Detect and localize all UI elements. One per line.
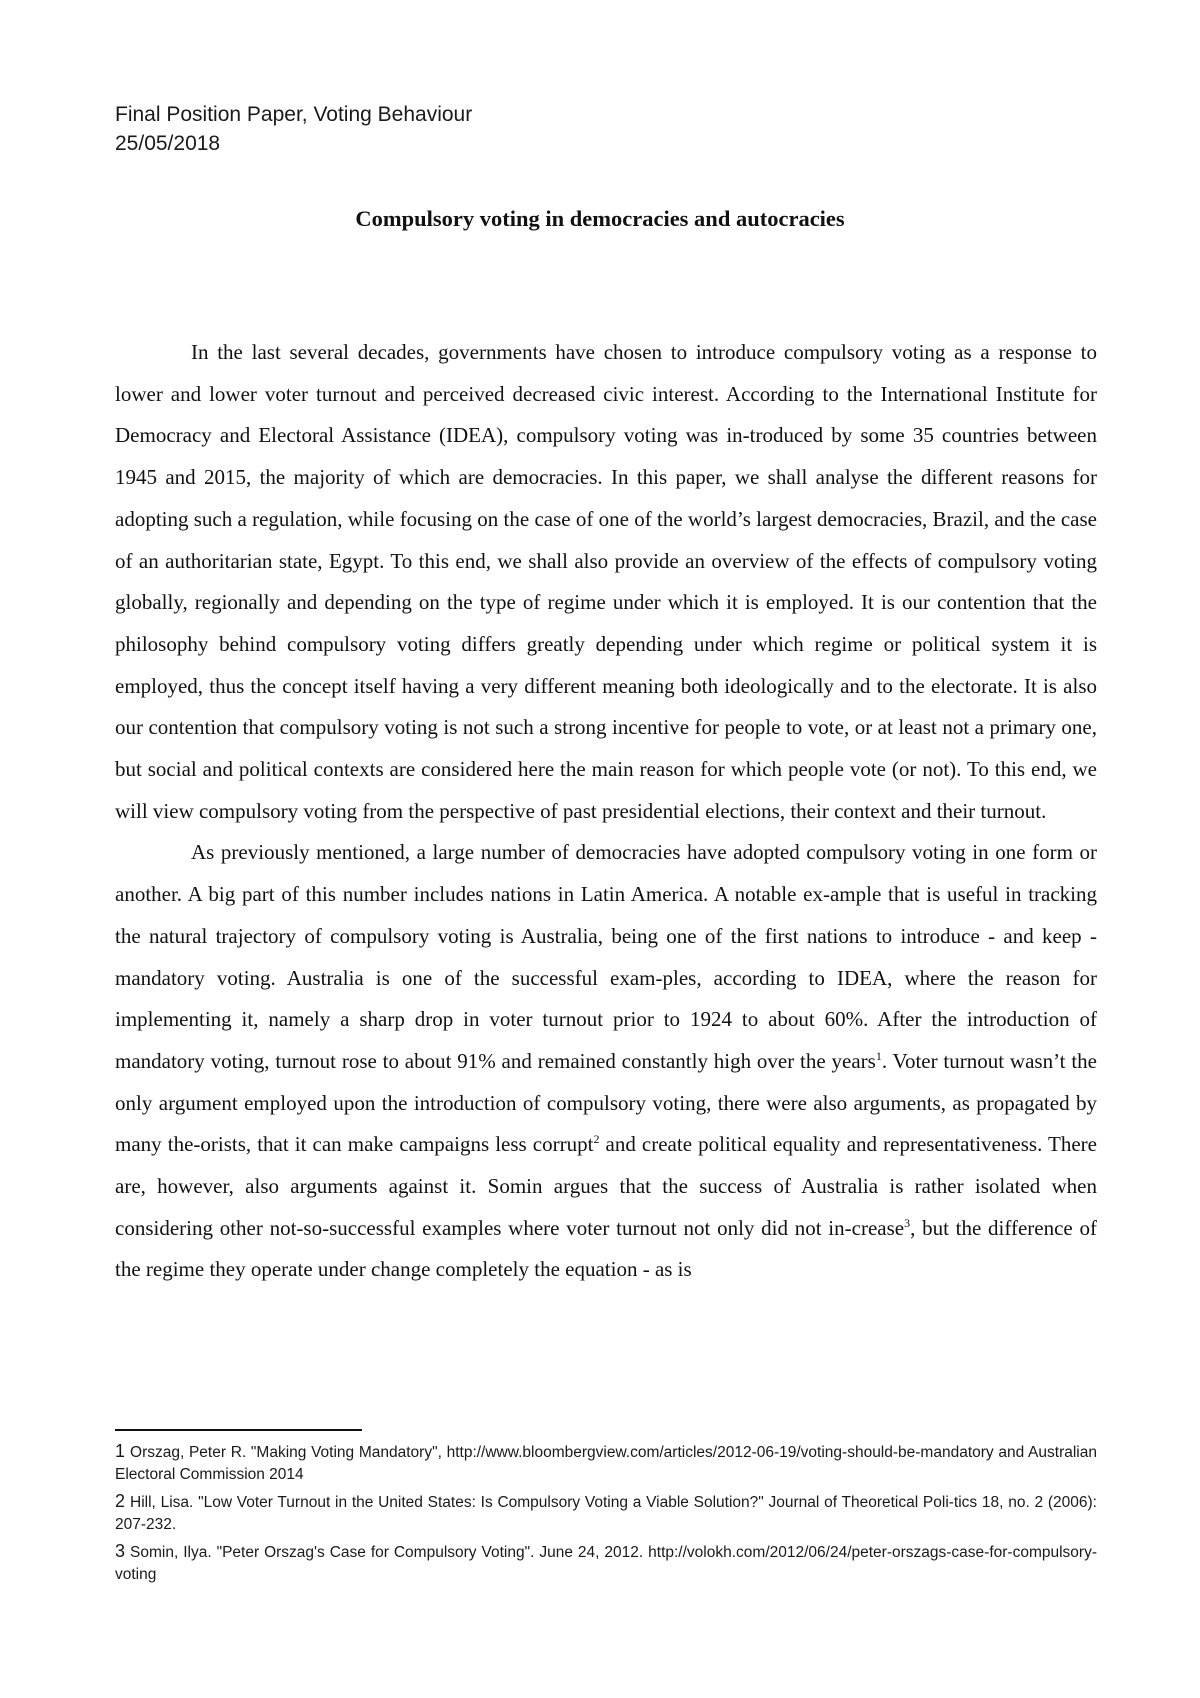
footnote-ref-2: 2 [593,1132,600,1147]
course-line: Final Position Paper, Voting Behaviour [115,103,473,126]
date-line: 25/05/2018 [115,132,221,155]
footnote-ref-1: 1 [875,1048,882,1063]
footnote-number: 2 [115,1491,126,1511]
paragraph-1: In the last several decades, governments have chosen to introduce compulsory voting as a response to lower and lower voter turnout and perceived decreased civic interest. According to the International Institute for Democracy and Electoral Assistance (IDEA), compulsory voting was in-troduced by some 35 countries between 1945 and 2015, the majority of which are democracies. In this paper, we shall analyse the different reasons for adopting such a regulation, while focusing on the case of one of the world’s largest democracies, Brazil, and the case of an authoritarian state, Egypt. To this end, we shall also provide an overview of the effects of compulsory voting globally, regionally and depending on the type of regime under which it is employed. It is our contention that the philosophy behind compulsory voting differs greatly depending under which regime or political system it is employed, thus the concept itself having a very different meaning both ideologically and to the electorate. It is also our contention that compulsory voting is not such a strong incentive for people to vote, or at least not a primary one, but social and political contexts are considered here the main reason for which people vote (or not). To this end, we will view compulsory voting from the perspective of past presidential elections, their context and their turnout. [115,340,1097,823]
footnote-number: 1 [115,1441,126,1461]
footnotes [115,1440,1097,1590]
paragraph-2-text-d: , but the difference of the regime they operate under change completely the equation - as is [115,1215,1097,1282]
paragraph-2-text-c: and create political equality and representativeness. There are, however, also arguments against it. Somin argues that the success of Australia is rather isolated when considering other not-so-successful examples where voter turnout not only did not in-crease [115,1132,1097,1240]
footnote-2 [115,1490,1097,1536]
footnote-ref-3: 3 [904,1215,911,1230]
paper-header [115,100,815,158]
footnote-separator [115,1429,362,1431]
paragraph-2 [115,832,1097,1291]
footnote-1 [115,1440,1097,1486]
footnote-3 [115,1540,1097,1586]
paper-title: Compulsory voting in democracies and autocracies [355,206,845,231]
body-text [115,332,1097,1291]
paragraph-2-text-b: . Voter turnout wasn’t the only argument employed upon the introduction of compulsory voting, there were also arguments, as propagated by many the-orists, that it can make campaigns less corrupt [115,1048,1097,1157]
footnote-text: Orszag, Peter R. "Making Voting Mandatory", http://www.bloombergview.com/articles/2012-06-19/voting-should-be-mandatory and Australian Electoral Commission 2014 [115,1444,1097,1483]
paragraph-2-text-a: As previously mentioned, a large number of democracies have adopted compulsory voting in one form or another. A big part of this number includes nations in Latin America. A notable ex-ample that is useful in tracking the natural trajectory of compulsory voting is Australia, being one of the first nations to introduce - and keep - mandatory voting. Australia is one of the successful exam-ples, according to IDEA, where the reason for implementing it, namely a sharp drop in voter turnout prior to 1924 to about 60%. After the introduction of mandatory voting, turnout rose to about 91% and remained constantly high over the years [115,840,1097,1073]
footnote-number: 3 [115,1541,126,1561]
footnote-text: Hill, Lisa. "Low Voter Turnout in the United States: Is Compulsory Voting a Viable Solution?" Journal of Theoretical Poli-tics 18, no. 2 (2006): 207-232. [115,1494,1097,1533]
footnote-text: Somin, Ilya. "Peter Orszag's Case for Compulsory Voting". June 24, 2012. http://volokh.com/2012/06/24/peter-orszags-case-for-compulsory-voting [115,1544,1097,1583]
